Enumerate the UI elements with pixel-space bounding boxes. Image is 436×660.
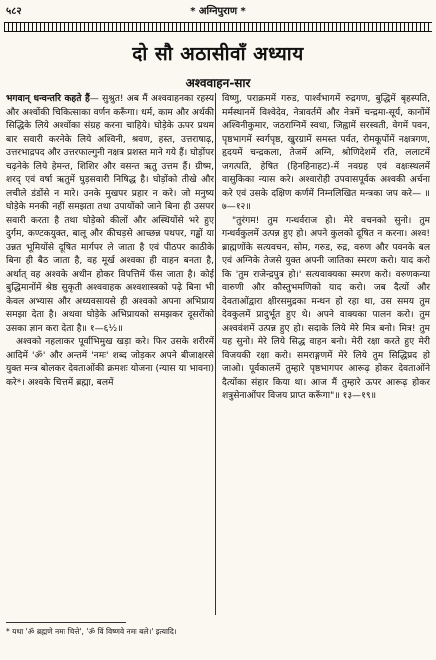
left-paragraph-2: अश्वको नहलाकर पूर्वाभिमुख खड़ा करे। फिर उसके शरीरमें आदिमें 'ॐ' और अन्तमें 'नमः' शब्द जोड़कर अपने बीजाक्षरसे युक्त मन्त्र बोलकर देवताओंकी क्रमशः योजना (न्यास या भावना) करे*। अश्वके चित्तमें ब्रह्मा, बलमें [6,337,214,388]
right-column [222,93,430,404]
decorative-border [4,22,432,32]
left-paragraph-1 [6,93,214,336]
chapter-title: दो सौ अठासीवाँ अध्याय [132,43,304,65]
column-divider [215,93,216,615]
left-column [6,93,214,390]
page-number: ५८२ [6,6,22,17]
right-paragraph-1: विष्णु, पराक्रममें गरुड, पार्श्वभागमें रुद्रगण, बुद्धिमें बृहस्पति, मर्मस्थानमें विश्वेदेव, नेत्रावर्तमें और नेत्रमें चन्द्रमा-सूर्य, कानोंमें अश्विनीकुमार, जठराग्निमें स्वधा, जिह्वामें सरस्वती, वेगमें पवन, पृष्ठभागमें स्वर्गपृष्ठ, खुरग्रामें समस्त पर्वत, रोमकूपोंमें नक्षत्रगण, हृदयमें चन्द्रकला, तेजमें अग्नि, श्रोणिदेशमें रति, ललाटमें जगत्पति, हेषित (हिनहिनाहट)-में नवग्रह एवं वक्षःस्थलमें वासुकिका न्यास करे। अश्वारोही उपवासपूर्वक अश्वकी अर्चना करे एवं उसके दक्षिण कर्णमें निम्नलिखित मन्त्रका जप करे— ॥ ७—१२॥ [222,94,430,212]
page-header [6,5,430,19]
footnote: * यथा 'ॐ ब्रह्मणे नमः चित्ते', 'ॐ विं विष्णवे नमः बले।' इत्यादि। [6,627,177,636]
speaker-label: भगवान् धन्वन्तरि कहते हैं [6,94,90,104]
footnote-separator [6,622,126,623]
running-title: * अग्निपुराण * [190,6,246,17]
right-paragraph-2: "तुरंगम! तुम गन्धर्वराज हो। मेरे वचनको सुनो। तुम गन्धर्वकुलमें उत्पन्न हुए हो। अपने कुलको दूषित न करना। अश्व! ब्राह्मणोंके सत्यवचन, सोम, गरुड, रुद्र, वरुण और पवनके बल एवं अग्निके तेजसे युक्त अपनी जातिका स्मरण करो। याद करो कि 'तुम राजेन्द्रपुत्र हो।' सत्यवाक्यका स्मरण करो। वरुणकन्या वारुणी और कौस्तुभमणिको याद करो। जब दैत्यों और देवताओंद्वारा क्षीरसमुद्रका मन्थन हो रहा था, उस समय तुम देवकुलमें प्रादुर्भूत हुए थे। अपने वाक्यका पालन करो। तुम अश्ववंशमें उत्पन्न हुए हो। सदाके लिये मेरे मित्र बनो। मित्र! तुम यह सुनो। मेरे लिये सिद्ध वाहन बनो। मेरी रक्षा करते हुए मेरी विजयकी रक्षा करो। समराङ्गणमें मेरे लिये तुम सिद्धिप्रद हो जाओ। पूर्वकालमें तुम्हारे पृष्ठभागपर आरूढ़ होकर देवताओंने दैत्योंका संहार किया था। आज मैं तुम्हारे ऊपर आरूढ़ होकर शत्रुसेनाओंपर विजय प्राप्त करूँगा"॥ १३—१९॥ [222,215,430,401]
chapter-subtitle: अश्ववाहन-सार [185,76,251,90]
left-paragraph-1-text: — सुश्रुत! अब मैं अश्ववाहनका रहस्य और अश्वोंकी चिकित्साका वर्णन करूँगा। धर्म, काम और अर्थकी सिद्धिके लिये अश्वोंका संग्रह करना चाहिये। घोड़ेके ऊपर प्रथम बार सवारी करनेके लिये अश्विनी, श्रवण, हस्त, उत्तराषाढ़, उत्तरभाद्रपद और उत्तरफाल्गुनी नक्षत्र प्रशस्त माने गये हैं। घोड़ोंपर चढ़नेके लिये हेमन्त, शिशिर और वसन्त ऋतु उत्तम हैं। ग्रीष्म, शरद् एवं वर्षा ऋतुमें घुड़सवारी निषिद्ध है। घोड़ोंको तीखे और लचीले डंडोंसे न मारे। उनके मुखपर प्रहार न करे। जो मनुष्य घोड़ेके मनकी नहीं समझता तथा उपायोंको जाने बिना ही उसपर सवारी करता है तथा घोड़ेको कीलों और अस्थियोंसे भरे हुए दुर्गम, कण्टकयुक्त, बालू और कीचड़से आच्छन्न पथपर, गड्ढों या उन्नत भूमियोंसे दूषित मार्गपर ले जाता है एवं पीठपर काठीके बिना ही बैठ जाता है, वह मूर्ख अश्वका ही वाहन बनता है, अर्थात् वह अश्वके अधीन होकर विपत्तिमें फँस जाता है। कोई बुद्धिमानोंमें श्रेष्ठ सुकृती अश्ववाहक अश्वशास्त्रको पढ़े बिना भी केवल अभ्यास और अध्यवसायसे ही अश्वको अपना अभिप्राय समझा देता है। अथवा घोड़ेके अभिप्रायको समझकर दूसरोंको उसका ज्ञान करा देता है॥ १—६½॥ [6,94,214,334]
